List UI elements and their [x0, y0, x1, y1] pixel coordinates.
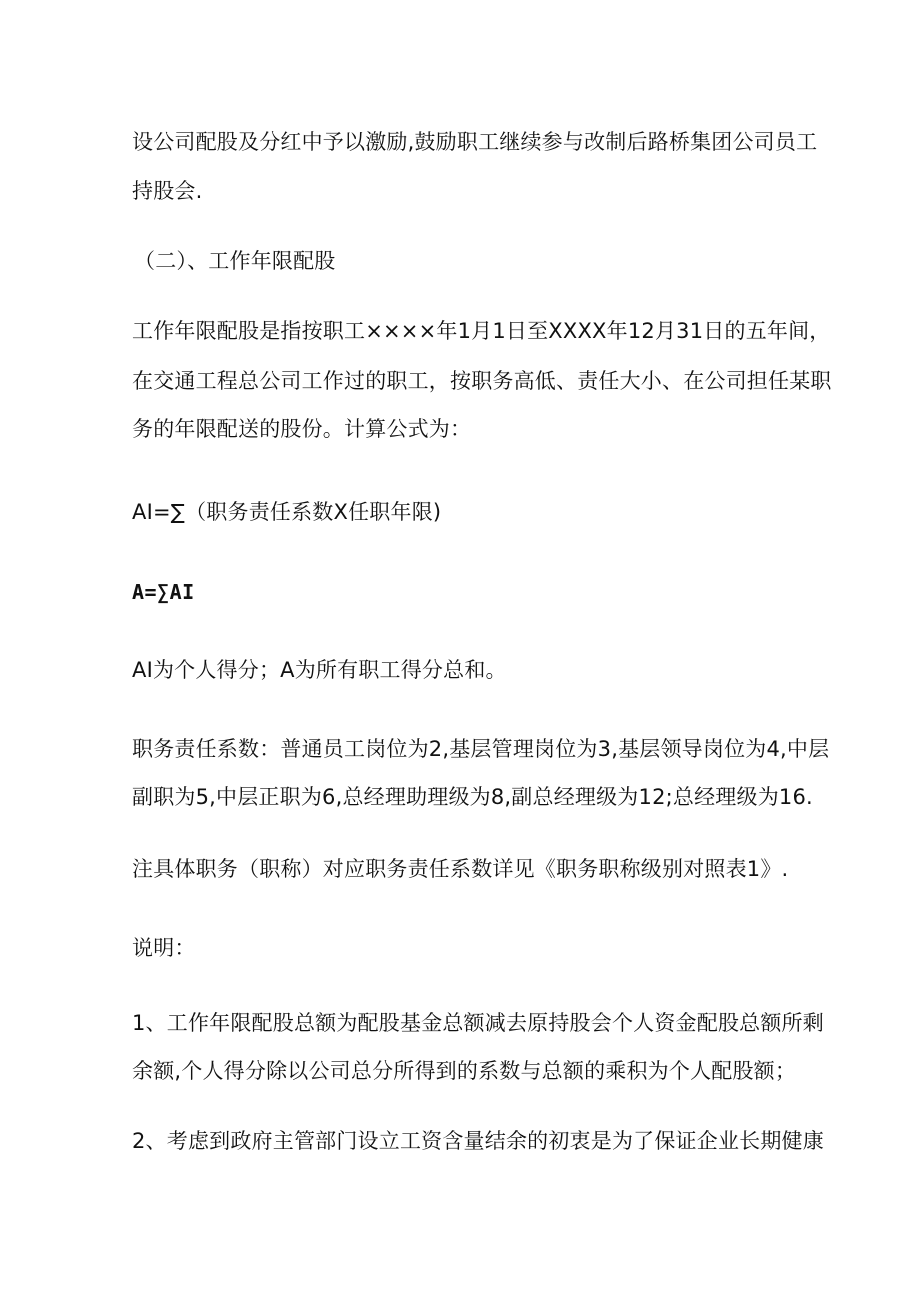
- paragraph-line: 副职为5,中层正职为6,总经理助理级为8,副总经理级为12;总经理级为16.: [132, 785, 813, 809]
- paragraph-line: 设公司配股及分红中予以激励,鼓励职工继续参与改制后路桥集团公司员工: [132, 130, 818, 154]
- paragraph-line: 职务责任系数：普通员工岗位为2,基层管理岗位为3,基层领导岗位为4,中层: [132, 737, 830, 761]
- list-item-line: 1、工作年限配股总额为配股基金总额减去原持股会个人资金配股总额所剩: [132, 1011, 824, 1035]
- explanation-heading: 说明：: [132, 936, 196, 960]
- formula-explanation-line: AI为个人得分；A为所有职工得分总和。: [132, 658, 507, 682]
- paragraph-line: 在交通工程总公司工作过的职工，按职务高低、责任大小、在公司担任某职: [132, 369, 832, 393]
- paragraph-line: 务的年限配送的股份。计算公式为：: [132, 417, 472, 441]
- formula-total-line: A=∑AI: [132, 580, 195, 604]
- formula-line: AI=∑（职务责任系数X任职年限): [132, 500, 442, 524]
- paragraph-line: 工作年限配股是指按职工××××年1月1日至XXXX年12月31日的五年间，: [132, 319, 831, 343]
- list-item-line: 2、考虑到政府主管部门设立工资含量结余的初衷是为了保证企业长期健康: [132, 1129, 824, 1153]
- note-line: 注具体职务（职称）对应职务责任系数详见《职务职称级别对照表1》.: [132, 857, 789, 881]
- section-heading: （二）、工作年限配股: [134, 249, 336, 273]
- list-item-line: 余额,个人得分除以公司总分所得到的系数与总额的乘积为个人配股额；: [132, 1059, 797, 1083]
- paragraph-line: 持股会.: [132, 179, 203, 203]
